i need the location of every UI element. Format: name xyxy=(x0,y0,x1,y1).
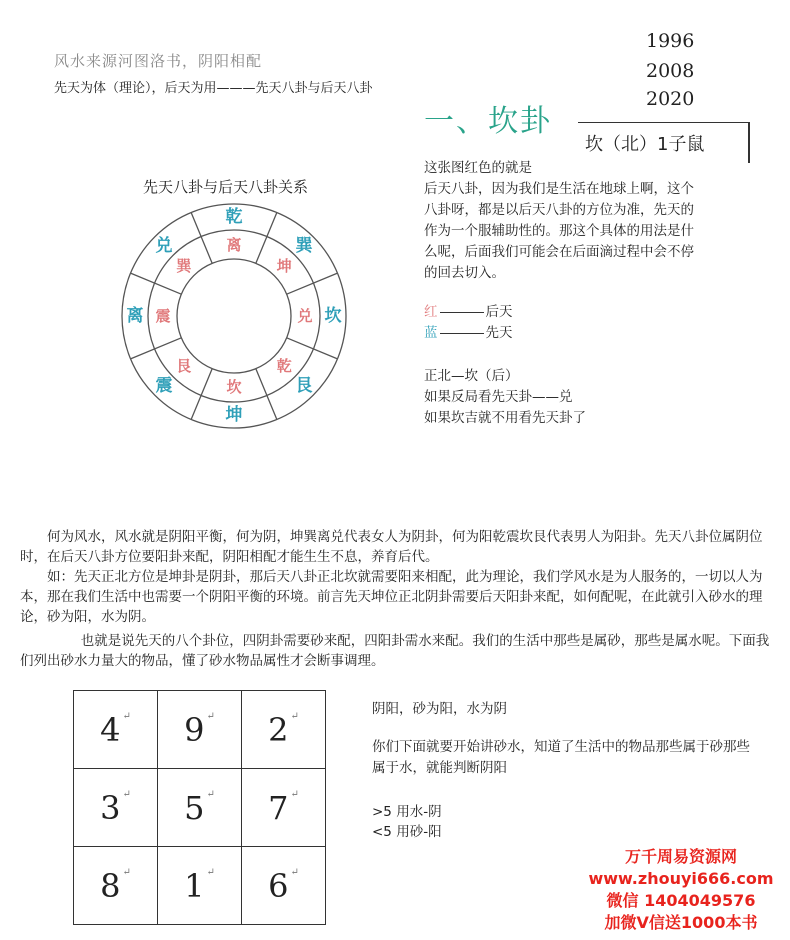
explanation-text xyxy=(424,158,754,284)
body-paragraph: 也就是说先天的八个卦位，四阴卦需要砂来配，四阳卦需水来配。我们的生活中那些是属砂，那些是属水呢。下面我们列出砂水力量大的物品，懂了砂水物品属性才会断事调理。 xyxy=(20,633,770,669)
ring-divider xyxy=(287,338,338,359)
inner-trigram-label: 乾 xyxy=(276,357,292,376)
ring-divider xyxy=(131,338,182,359)
grid-cell: 2 ↵ xyxy=(242,691,326,769)
year-label: 1996 xyxy=(646,30,695,52)
section-heading: 一、坎卦 xyxy=(424,104,552,139)
legend-red-meaning: 后天 xyxy=(485,304,513,320)
outer-trigram-label: 震 xyxy=(155,376,173,397)
rule-line: >5 用水-阴 xyxy=(372,804,442,820)
outer-trigram-label: 坎 xyxy=(324,306,342,326)
grid-cell: 3 ↵ xyxy=(74,769,158,847)
outer-trigram-label: 兑 xyxy=(155,235,173,256)
north-notes xyxy=(424,366,586,429)
legend-red-label: 红 xyxy=(424,304,438,320)
ring-circle xyxy=(148,230,320,402)
legend-blue-meaning: 先天 xyxy=(485,325,513,341)
explanation-line: 么呢，后面我们可能会在后面滴过程中会不停 xyxy=(424,244,694,260)
ring-divider xyxy=(256,213,277,264)
ring-divider xyxy=(256,369,277,420)
legend-blue-label: 蓝 xyxy=(424,325,438,341)
watermark-line: 加微V信送1000本书 xyxy=(604,913,758,932)
inner-trigram-label: 坎 xyxy=(226,378,242,396)
legend-dash xyxy=(440,333,484,334)
ring-divider xyxy=(191,369,212,420)
outer-trigram-label: 巽 xyxy=(295,235,313,256)
inner-trigram-label: 离 xyxy=(226,236,242,254)
diagram-title: 先天八卦与后天八卦关系 xyxy=(143,178,309,196)
rule-notes xyxy=(372,802,442,842)
explanation-line: 八卦呀，都是以后天八卦的方位为准，先天的 xyxy=(424,202,694,218)
outer-trigram-label: 艮 xyxy=(295,376,313,397)
watermark-line: www.zhouyi666.com xyxy=(588,869,774,888)
north-note-line: 如果坎吉就不用看先天卦了 xyxy=(424,410,586,426)
grid-cell: 1 ↵ xyxy=(158,847,242,925)
rule-line: <5 用砂-阳 xyxy=(372,824,442,840)
legend-dash xyxy=(440,312,484,313)
watermark-line: 微信 1404049576 xyxy=(606,891,756,910)
year-label: 2008 xyxy=(646,60,695,82)
grid-cell: 7 ↵ xyxy=(242,769,326,847)
section-label: 坎（北）1子鼠 xyxy=(585,134,705,155)
north-note-line: 如果反局看先天卦——兑 xyxy=(424,389,573,405)
inner-trigram-label: 震 xyxy=(155,307,171,325)
ring-divider xyxy=(287,273,338,294)
bagua-diagram xyxy=(118,200,350,432)
luoshu-grid xyxy=(73,690,326,925)
outer-trigram-label: 乾 xyxy=(225,207,243,227)
inner-trigram-label: 艮 xyxy=(176,357,192,376)
inner-trigram-label: 坤 xyxy=(276,256,292,275)
inner-trigram-label: 兑 xyxy=(297,307,313,325)
watermark xyxy=(578,846,784,934)
outer-trigram-label: 坤 xyxy=(225,405,243,425)
explanation-line: 作为一个服辅助性的。那这个具体的用法是什 xyxy=(424,223,694,239)
body-paragraph: 何为风水，风水就是阴阳平衡，何为阴，坤巽离兑代表女人为阴卦，何为阳乾震坎艮代表男人为阳卦。先天八卦位属阴位时，在后天八卦方位要阳卦来配，阴阳相配才能生生不息，养育后代。 xyxy=(20,529,763,565)
body-paragraph: 如：先天正北方位是坤卦是阴卦，那后天八卦正北坎就需要阳来相配，此为理论，我们学风水是为人服务的，一切以人为本，那在我们生活中也需要一个阴阳平衡的环境。前言先天坤位正北阴卦需要后天阳卦来配，如何配呢，在此就引入砂水的理论，砂为阳，水为阴。 xyxy=(20,569,763,625)
watermark-line: 万千周易资源网 xyxy=(624,847,737,866)
ring-divider xyxy=(131,273,182,294)
north-note-line: 正北—坎（后） xyxy=(424,368,519,384)
color-legend xyxy=(424,302,513,344)
intro-note: 你们下面就要开始讲砂水，知道了生活中的物品那些属于砂那些属于水，就能判断阴阳 xyxy=(372,739,750,776)
ring-circle xyxy=(176,256,292,376)
yinyang-note: 阴阳，砂为阳，水为阴 xyxy=(372,701,507,717)
outer-trigram-label: 离 xyxy=(126,306,144,326)
page-title: 风水来源河图洛书，阴阳相配 xyxy=(54,52,263,70)
grid-cell: 4 ↵ xyxy=(74,691,158,769)
grid-cell: 8 ↵ xyxy=(74,847,158,925)
explanation-line: 的回去切入。 xyxy=(424,265,505,281)
grid-cell: 9 ↵ xyxy=(158,691,242,769)
ring-divider xyxy=(191,213,212,264)
year-label: 2020 xyxy=(646,88,695,110)
grid-cell: 6 ↵ xyxy=(242,847,326,925)
explanation-line: 后天八卦，因为我们是生活在地球上啊，这个 xyxy=(424,181,694,197)
inner-trigram-label: 巽 xyxy=(176,256,192,275)
page-subtitle: 先天为体（理论），后天为用———先天八卦与后天八卦 xyxy=(54,81,373,96)
grid-cell: 5 ↵ xyxy=(158,769,242,847)
explanation-line: 这张图红色的就是 xyxy=(424,160,532,176)
